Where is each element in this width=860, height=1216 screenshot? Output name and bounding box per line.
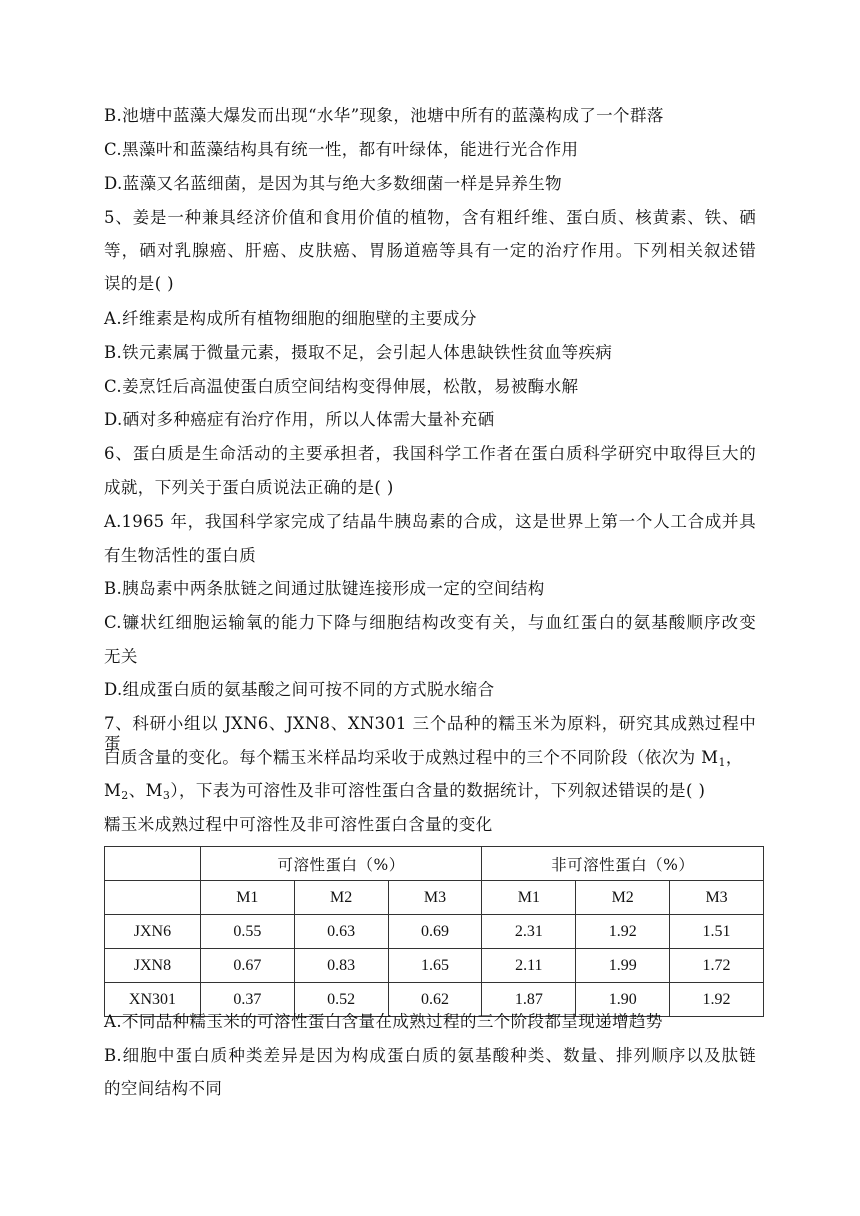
question-6-stem-line-1: 6、蛋白质是生命活动的主要承担者，我国科学工作者在蛋白质科学研究中取得巨大的: [104, 444, 756, 463]
question-6-option-c-line-1: C.镰状红细胞运输氧的能力下降与细胞结构改变有关，与血红蛋白的氨基酸顺序改变: [104, 613, 756, 632]
question-5-option-c: C.姜烹饪后高温使蛋白质空间结构变得伸展，松散，易被酶水解: [104, 377, 579, 396]
table-cell: 0.62: [388, 983, 482, 1017]
table-corner-cell-2: [105, 881, 201, 915]
table-cell: 2.31: [482, 915, 576, 949]
question-6-option-b: B.胰岛素中两条肽链之间通过肽键连接形成一定的空间结构: [104, 579, 545, 598]
table-cell: 1.99: [576, 949, 670, 983]
table-cell: 1.65: [388, 949, 482, 983]
table-cell: 1.90: [576, 983, 670, 1017]
question-7-option-a: A.不同品种糯玉米的可溶性蛋白含量在成熟过程的三个阶段都呈现递增趋势: [104, 1012, 663, 1031]
header-insoluble-protein: 非可溶性蛋白（%）: [482, 847, 764, 881]
table-cell: 0.67: [200, 949, 294, 983]
table-cell: 1.87: [482, 983, 576, 1017]
table-cell: 1.51: [670, 915, 764, 949]
header-stage: M2: [294, 881, 388, 915]
row-variety-name: JXN6: [105, 915, 201, 949]
question-6-option-d: D.组成蛋白质的氨基酸之间可按不同的方式脱水缩合: [104, 680, 495, 699]
question-7-option-b-line-1: B.细胞中蛋白质种类差异是因为构成蛋白质的氨基酸种类、数量、排列顺序以及肽链: [104, 1046, 756, 1065]
question-6-option-a-line-1: A.1965 年，我国科学家完成了结晶牛胰岛素的合成，这是世界上第一个人工合成并具: [104, 512, 756, 531]
question-5-stem-line-3: 误的是( ): [104, 274, 175, 293]
row-variety-name: JXN8: [105, 949, 201, 983]
question-6-option-a-line-2: 有生物活性的蛋白质: [104, 546, 257, 565]
question-5-option-b: B.铁元素属于微量元素，摄取不足，会引起人体患缺铁性贫血等疾病: [104, 343, 613, 362]
question-6-stem-line-2: 成就，下列关于蛋白质说法正确的是( ): [104, 478, 394, 497]
question-7-option-b-line-2: 的空间结构不同: [104, 1079, 223, 1098]
header-stage: M2: [576, 881, 670, 915]
option-d-prev-question: D.蓝藻又名蓝细菌，是因为其与绝大多数细菌一样是异养生物: [104, 174, 563, 193]
table-cell: 1.92: [670, 983, 764, 1017]
header-soluble-protein: 可溶性蛋白（%）: [200, 847, 482, 881]
table-row: [105, 949, 764, 983]
question-7-stem-line-1: 7、科研小组以 JXN6、JXN8、XN301 三个品种的糯玉米为原料，研究其成熟过程中蛋: [104, 714, 756, 753]
table-cell: 1.72: [670, 949, 764, 983]
table-cell: 0.69: [388, 915, 482, 949]
table-header-row-stages: [105, 881, 764, 915]
table-cell: 1.92: [576, 915, 670, 949]
table-caption: 糯玉米成熟过程中可溶性及非可溶性蛋白含量的变化: [104, 815, 493, 834]
option-b-prev-question: B.池塘中蓝藻大爆发而出现“水华”现象，池塘中所有的蓝藻构成了一个群落: [104, 106, 664, 125]
question-6-option-c-line-2: 无关: [104, 647, 138, 666]
header-stage: M1: [482, 881, 576, 915]
table-cell: 2.11: [482, 949, 576, 983]
question-7-stem-line-3: $M_2$、$M_3$），下表为可溶性及非可溶性蛋白含量的数据统计，下列叙述错误的是( ): [104, 781, 706, 802]
protein-content-table: [104, 846, 764, 1017]
header-stage: M3: [388, 881, 482, 915]
table-cell: 0.37: [200, 983, 294, 1017]
header-stage: M1: [200, 881, 294, 915]
table-header-row-groups: [105, 847, 764, 881]
question-7-stem-line-2: 白质含量的变化。每个糯玉米样品均采收于成熟过程中的三个不同阶段（依次为 $M_1$，: [104, 748, 743, 769]
question-5-option-d: D.硒对多种癌症有治疗作用，所以人体需大量补充硒: [104, 410, 495, 429]
option-c-prev-question: C.黑藻叶和蓝藻结构具有统一性，都有叶绿体，能进行光合作用: [104, 140, 579, 159]
table-cell: 0.83: [294, 949, 388, 983]
table-corner-cell: [105, 847, 201, 881]
table-cell: 0.63: [294, 915, 388, 949]
question-5-option-a: A.纤维素是构成所有植物细胞的细胞壁的主要成分: [104, 309, 477, 328]
table-cell: 0.55: [200, 915, 294, 949]
row-variety-name: XN301: [105, 983, 201, 1017]
header-stage: M3: [670, 881, 764, 915]
question-5-stem-line-1: 5、姜是一种兼具经济价值和食用价值的植物，含有粗纤维、蛋白质、核黄素、铁、硒: [104, 208, 756, 227]
table-cell: 0.52: [294, 983, 388, 1017]
table-row: [105, 915, 764, 949]
question-5-stem-line-2: 等，硒对乳腺癌、肝癌、皮肤癌、胃肠道癌等具有一定的治疗作用。下列相关叙述错: [104, 241, 756, 260]
